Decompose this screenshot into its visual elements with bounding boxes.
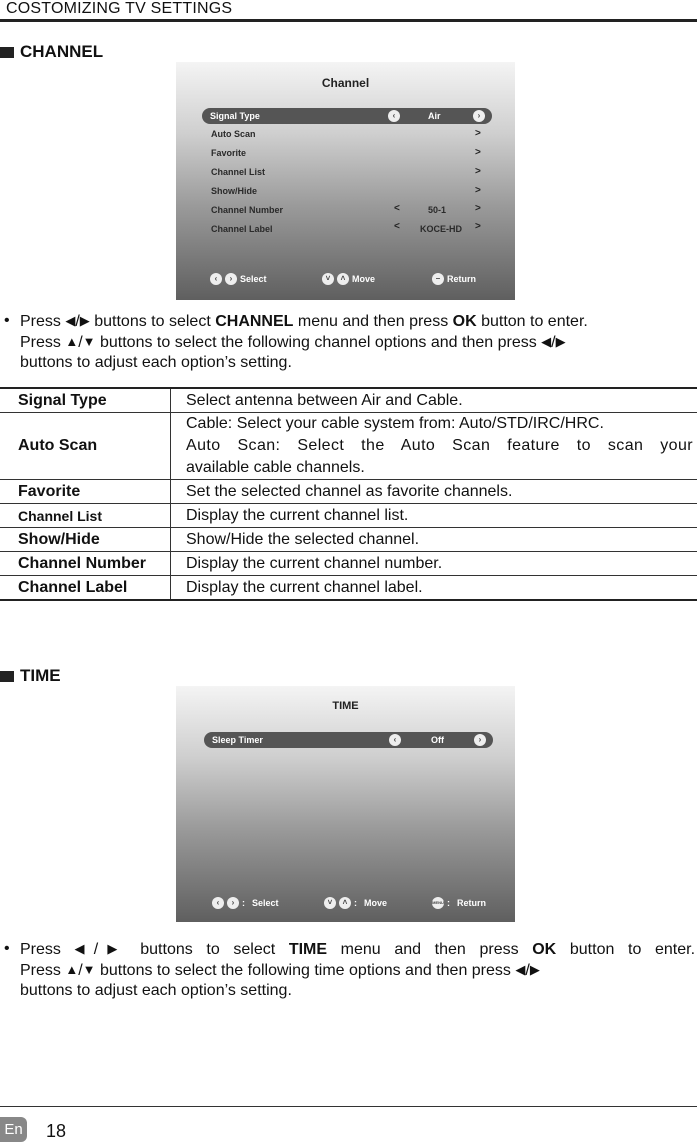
channel-section-heading — [0, 42, 103, 62]
show-hide-label: Show/Hide — [211, 186, 258, 196]
text: button to enter. — [476, 313, 588, 330]
chevron-left-icon: < — [394, 203, 400, 214]
chevron-right-icon: > — [475, 221, 481, 232]
channel-label-label: Channel Label — [211, 224, 273, 234]
channel-options-table — [0, 387, 697, 601]
text: button to enter. — [556, 941, 696, 958]
ok-key: OK — [532, 941, 557, 958]
option-name: Favorite — [0, 480, 171, 504]
chevron-right-icon: > — [475, 128, 481, 139]
chevron-right-icon: > — [475, 166, 481, 177]
right-circle-icon: › — [225, 273, 237, 285]
menu-circle-icon: MENU — [432, 897, 444, 909]
channel-instructions-line2 — [20, 331, 695, 353]
option-name: Channel List — [0, 504, 171, 528]
slash: / — [75, 313, 80, 330]
left-circle-icon: ‹ — [212, 897, 224, 909]
select-hint-text: Select — [252, 898, 279, 908]
text: menu and then press — [293, 313, 453, 330]
table-row — [0, 480, 697, 504]
ok-key: OK — [452, 313, 477, 330]
return-hint-text: Return — [457, 898, 486, 908]
sleep-timer-value: Off — [431, 735, 444, 745]
table-row — [0, 576, 697, 601]
up-arrow-icon: ▲ — [65, 334, 79, 349]
return-hint-text: Return — [447, 274, 476, 284]
chevron-right-icon: > — [475, 185, 481, 196]
bullet: • — [4, 312, 10, 329]
signal-type-row-highlight — [202, 108, 492, 124]
time-instructions-line3: buttons to adjust each option’s setting. — [20, 982, 292, 999]
channel-number-label: Channel Number — [211, 205, 284, 215]
option-description: Display the current channel list. — [171, 504, 697, 528]
auto-scan-label: Auto Scan — [211, 129, 256, 139]
table-row — [0, 528, 697, 552]
signal-type-value: Air — [428, 111, 441, 121]
separator: : — [447, 898, 450, 908]
down-arrow-icon: ▼ — [82, 334, 96, 349]
move-hint — [324, 897, 387, 909]
left-arrow-icon: ◀ — [74, 941, 94, 956]
footer-rule — [0, 1106, 697, 1107]
option-name: Show/Hide — [0, 528, 171, 552]
text: Press — [20, 334, 66, 351]
right-arrow-icon: ▶ — [529, 962, 540, 977]
channel-number-value: 50-1 — [428, 205, 447, 215]
text: buttons to select the following time options and then press — [95, 962, 516, 979]
table-row — [0, 552, 697, 576]
page-number: 18 — [46, 1121, 67, 1141]
time-heading-text: TIME — [20, 666, 61, 685]
text: menu and then press — [327, 941, 533, 958]
sleep-timer-label: Sleep Timer — [212, 735, 263, 745]
select-hint — [212, 897, 279, 909]
time-menu-screenshot — [176, 686, 515, 922]
separator: : — [354, 898, 357, 908]
signal-type-label: Signal Type — [210, 111, 260, 121]
chevron-right-icon: › — [474, 734, 486, 746]
menu-name: CHANNEL — [215, 313, 294, 330]
bullet: • — [4, 940, 10, 957]
time-menu-title: TIME — [332, 700, 359, 712]
chevron-left-icon: < — [394, 221, 400, 232]
header-rule — [0, 19, 697, 22]
desc-line: available cable channels. — [186, 459, 365, 476]
text: buttons to select — [89, 313, 216, 330]
channel-menu-screenshot — [176, 62, 515, 300]
chevron-right-icon: > — [475, 147, 481, 158]
option-name: Channel Label — [0, 576, 171, 601]
channel-instructions-line3: buttons to adjust each option’s setting. — [20, 354, 292, 371]
slash: / — [78, 334, 83, 351]
heading-block-icon — [0, 671, 14, 682]
option-name: Channel Number — [0, 552, 171, 576]
left-circle-icon: ‹ — [210, 273, 222, 285]
chevron-left-icon: ‹ — [388, 110, 400, 122]
page-header-title: COSTOMIZING TV SETTINGS — [6, 0, 233, 17]
right-arrow-icon: ▶ — [555, 334, 566, 349]
separator: : — [242, 898, 245, 908]
left-arrow-icon: ◀ — [541, 334, 552, 349]
desc-line: Auto Scan: Select the Auto Scan feature to scan your — [186, 437, 693, 454]
option-description: Display the current channel label. — [171, 576, 697, 601]
text: buttons to select — [126, 941, 289, 958]
right-arrow-icon: ▶ — [79, 313, 90, 328]
left-arrow-icon: ◀ — [65, 313, 76, 328]
channel-list-label: Channel List — [211, 167, 266, 177]
left-arrow-icon: ◀ — [515, 962, 526, 977]
up-circle-icon: ˄ — [339, 897, 351, 909]
option-name: Signal Type — [0, 388, 171, 413]
move-hint-text: Move — [352, 274, 376, 284]
chevron-left-icon: ‹ — [389, 734, 401, 746]
select-hint-text: Select — [240, 274, 267, 284]
up-circle-icon: ˄ — [337, 273, 349, 285]
heading-block-icon — [0, 47, 14, 58]
desc-line: Cable: Select your cable system from: Auto/STD/IRC/HRC. — [186, 415, 604, 432]
right-arrow-icon: ▶ — [98, 941, 127, 956]
select-hint — [210, 273, 267, 285]
move-hint-text: Move — [364, 898, 388, 908]
right-circle-icon: › — [227, 897, 239, 909]
chevron-right-icon: › — [473, 110, 485, 122]
language-badge: En — [0, 1117, 27, 1142]
option-description: Show/Hide the selected channel. — [171, 528, 697, 552]
slash: / — [525, 962, 530, 979]
time-section-heading — [0, 666, 61, 686]
menu-name: TIME — [288, 941, 328, 958]
move-hint — [322, 273, 375, 285]
time-instructions-line2 — [20, 959, 695, 981]
option-description: Set the selected channel as favorite channels. — [171, 480, 697, 504]
slash: / — [551, 334, 556, 351]
text: buttons to select the following channel options and then press — [95, 334, 542, 351]
slash: / — [78, 962, 83, 979]
option-description — [171, 413, 697, 480]
return-hint — [432, 273, 476, 285]
channel-instructions-line1 — [20, 310, 695, 332]
sleep-timer-row-highlight — [204, 732, 493, 748]
text: Press — [20, 941, 75, 958]
channel-menu-title: Channel — [321, 76, 370, 90]
up-arrow-icon: ▲ — [65, 962, 79, 977]
text: Press — [20, 313, 66, 330]
option-name: Auto Scan — [0, 413, 171, 480]
return-circle-icon: – — [432, 273, 444, 285]
favorite-label: Favorite — [211, 148, 247, 158]
table-row — [0, 388, 697, 413]
down-circle-icon: ˅ — [324, 897, 336, 909]
down-circle-icon: ˅ — [322, 273, 334, 285]
text: Press — [20, 962, 66, 979]
option-description: Select antenna between Air and Cable. — [171, 388, 697, 413]
table-row — [0, 504, 697, 528]
table-row — [0, 413, 697, 480]
return-hint — [432, 897, 486, 909]
chevron-right-icon: > — [475, 203, 481, 214]
channel-heading-text: CHANNEL — [20, 42, 104, 61]
slash: / — [93, 941, 99, 958]
down-arrow-icon: ▼ — [82, 962, 96, 977]
option-description: Display the current channel number. — [171, 552, 697, 576]
time-instructions — [0, 938, 697, 1001]
time-instructions-line1 — [20, 938, 695, 960]
channel-instructions — [0, 310, 697, 373]
channel-label-value: KOCE-HD — [420, 224, 462, 234]
